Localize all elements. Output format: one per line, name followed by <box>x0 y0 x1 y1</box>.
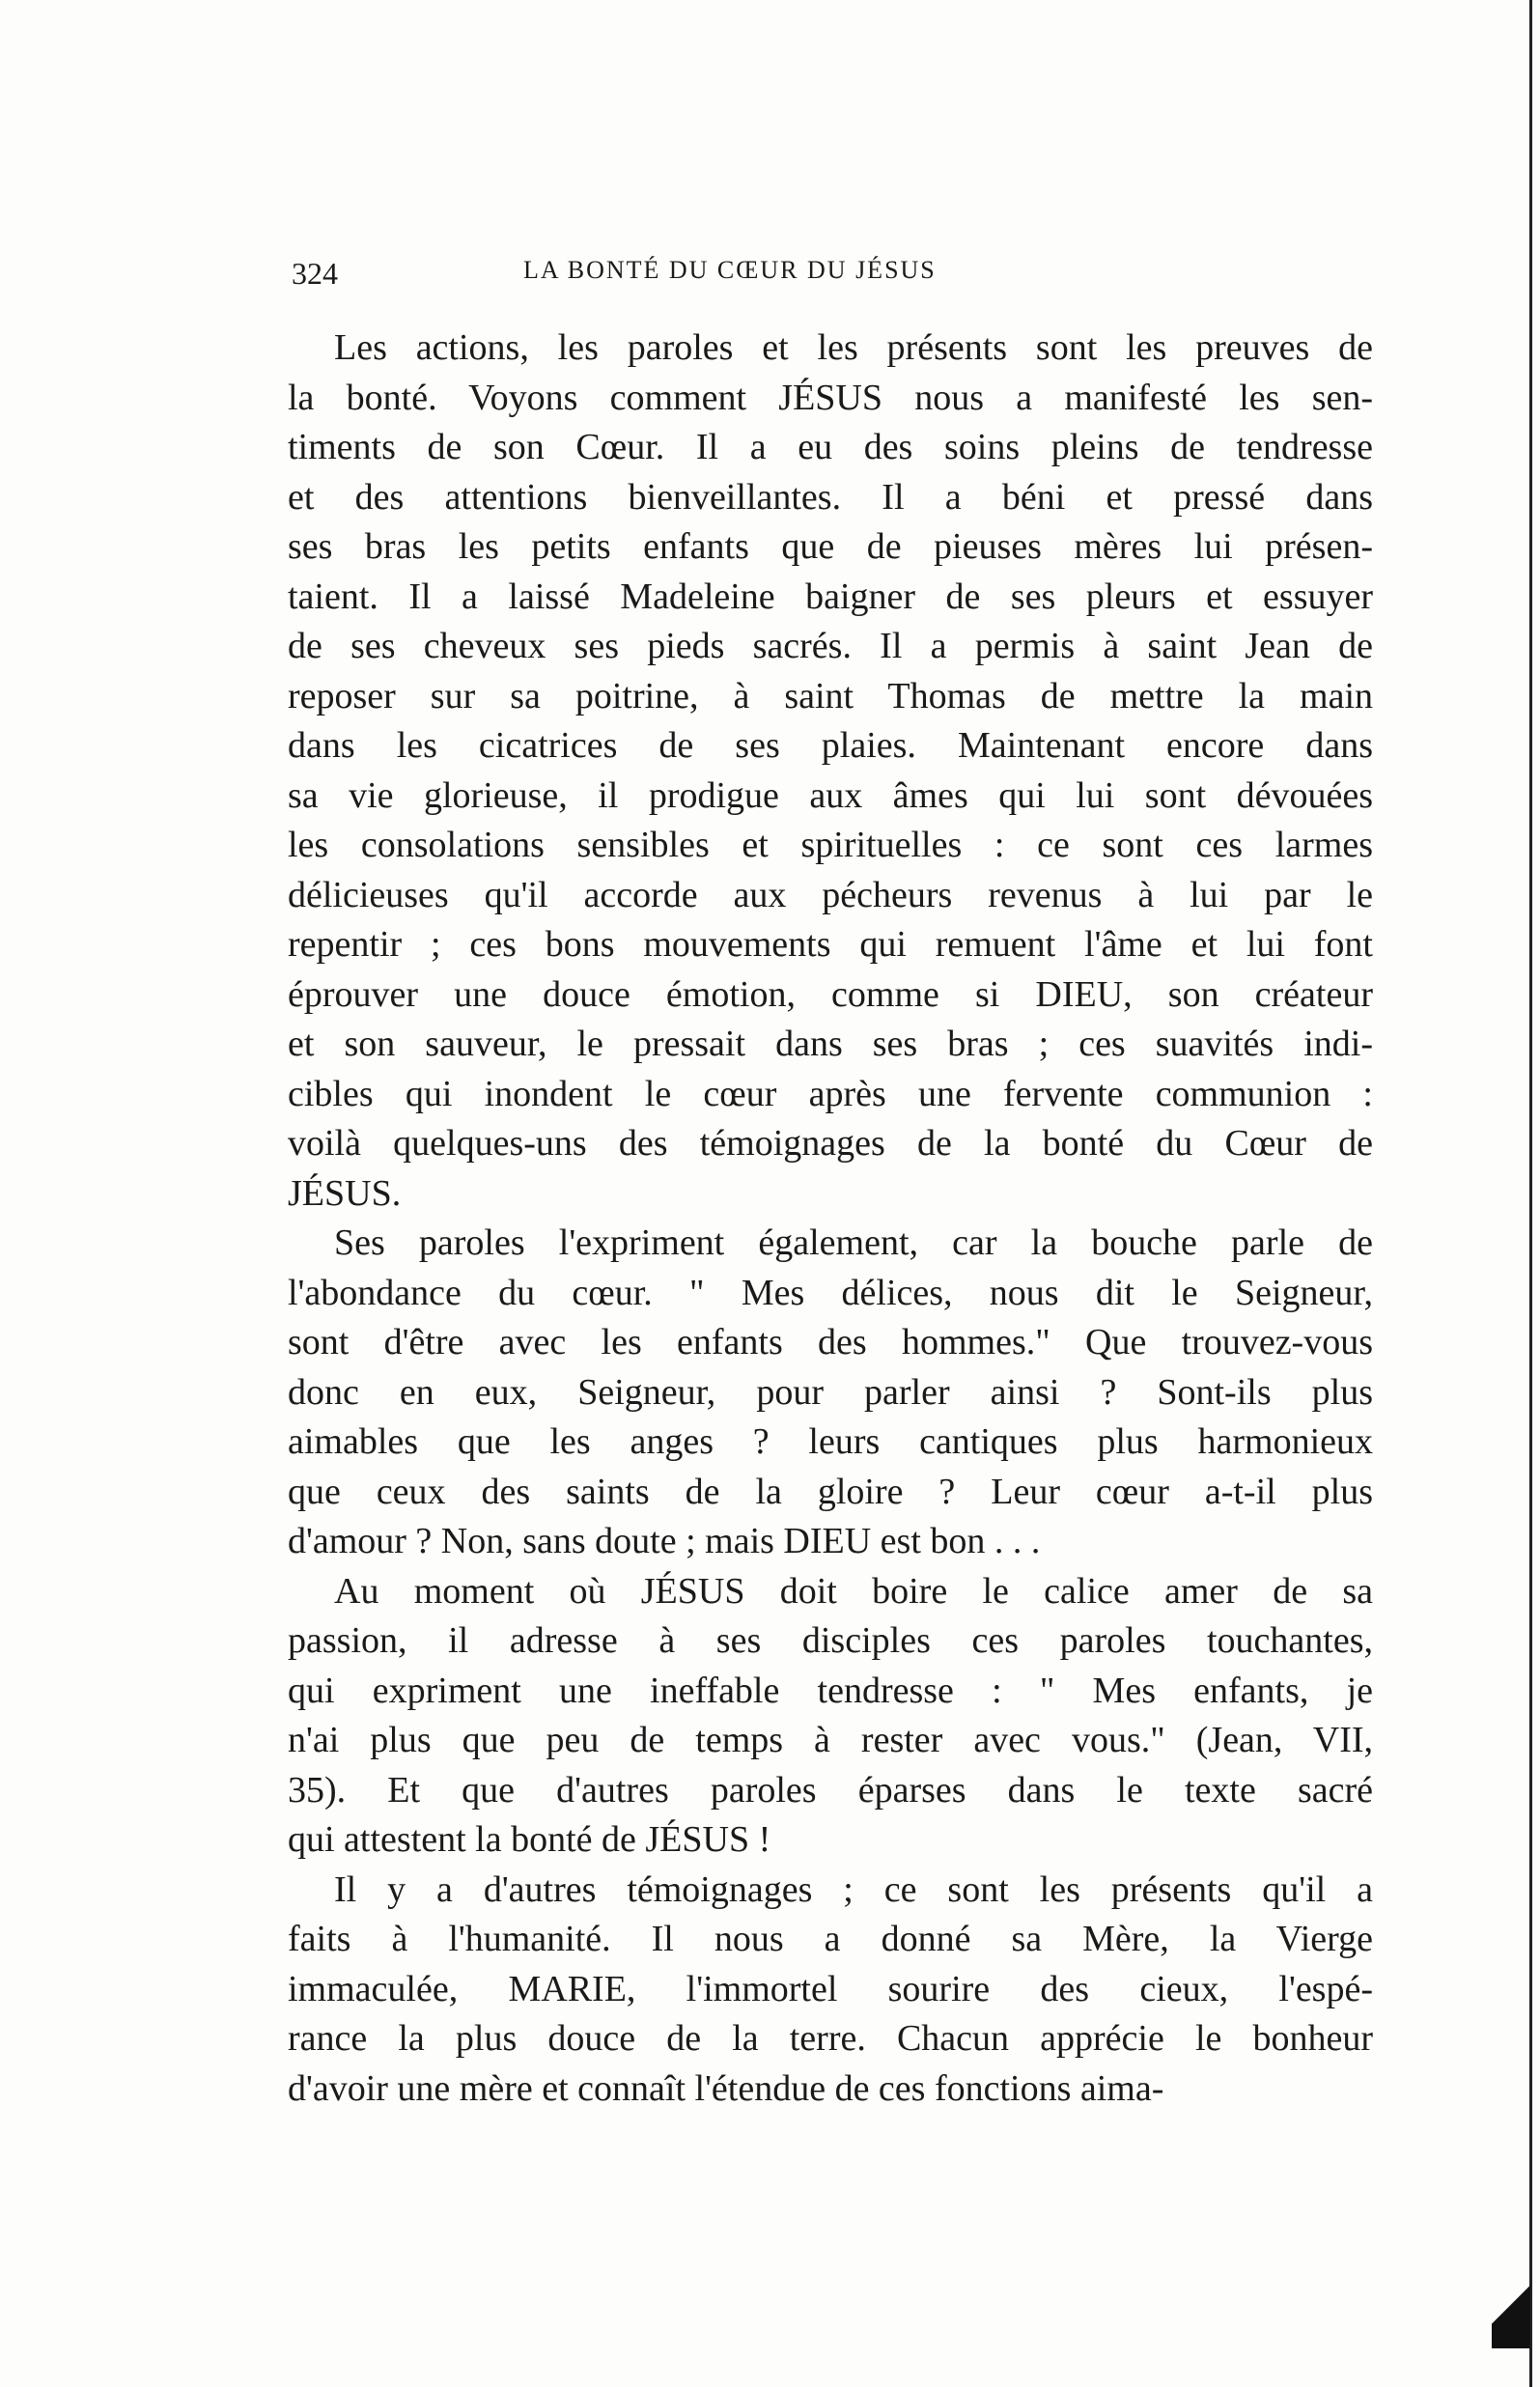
text-line: d'amour ? Non, sans doute ; mais DIEU est bon . . . <box>288 1521 1041 1561</box>
text-line: voilà quelques-uns des témoignages de la bonté du Cœur de <box>288 1123 1373 1164</box>
text-line: l'abondance du cœur. " Mes délices, nous dit le Seigneur, <box>288 1272 1373 1313</box>
page-number: 324 <box>292 256 338 291</box>
page-corner-mark <box>1492 2281 1530 2348</box>
text-line: rance la plus douce de la terre. Chacun apprécie le bonheur <box>288 2018 1373 2059</box>
text-line: que ceux des saints de la gloire ? Leur cœur a-t-il plus <box>288 1471 1373 1512</box>
text-line: la bonté. Voyons comment JÉSUS nous a manifesté les sen- <box>288 377 1373 418</box>
text-line: Il y a d'autres témoignages ; ce sont les présents qu'il a <box>334 1868 1373 1910</box>
text-line: qui attestent la bonté de JÉSUS ! <box>288 1819 771 1860</box>
text-line: taient. Il a laissé Madeleine baigner de ses pleurs et essuyer <box>288 576 1373 617</box>
text-line: donc en eux, Seigneur, pour parler ainsi ? Sont-ils plus <box>288 1371 1373 1413</box>
text-line: d'avoir une mère et connaît l'étendue de ces fonctions aima- <box>288 2067 1164 2109</box>
text-line: les consolations sensibles et spirituelles : ce sont ces larmes <box>288 825 1373 865</box>
text-line: sa vie glorieuse, il prodigue aux âmes qui lui sont dévouées <box>288 774 1373 816</box>
text-line: éprouver une douce émotion, comme si DIEU, son créateur <box>288 973 1373 1015</box>
page-header <box>292 256 1103 295</box>
text-line: Ses paroles l'expriment également, car la bouche parle de <box>334 1222 1373 1263</box>
text-line: aimables que les anges ? leurs cantiques plus harmonieux <box>288 1421 1373 1462</box>
text-line: délicieuses qu'il accorde aux pécheurs revenus à lui par le <box>288 874 1373 915</box>
text-line: dans les cicatrices de ses plaies. Maintenant encore dans <box>288 725 1373 766</box>
text-line: cibles qui inondent le cœur après une fervente communion : <box>288 1073 1373 1114</box>
text-line: et son sauveur, le pressait dans ses bras ; ces suavités indi- <box>288 1024 1373 1064</box>
text-line: reposer sur sa poitrine, à saint Thomas de mettre la main <box>288 675 1373 716</box>
text-line: sont d'être avec les enfants des hommes." Que trouvez-vous <box>288 1322 1373 1362</box>
text-line: Les actions, les paroles et les présents sont les preuves de <box>334 327 1373 368</box>
text-line: Au moment où JÉSUS doit boire le calice amer de sa <box>334 1570 1373 1612</box>
text-line: repentir ; ces bons mouvements qui remuent l'âme et lui font <box>288 924 1373 965</box>
text-line: JÉSUS. <box>288 1172 402 1214</box>
text-line: immaculée, MARIE, l'immortel sourire des cieux, l'espé- <box>288 1968 1373 2009</box>
text-line: passion, il adresse à ses disciples ces paroles touchantes, <box>288 1620 1373 1661</box>
body-text <box>288 323 1373 2114</box>
page-edge <box>1529 0 1532 2387</box>
text-line: et des attentions bienveillantes. Il a béni et pressé dans <box>288 476 1373 518</box>
text-line: faits à l'humanité. Il nous a donné sa Mère, la Vierge <box>288 1919 1373 1959</box>
text-line: ses bras les petits enfants que de pieuses mères lui présen- <box>288 526 1373 567</box>
text-line: 35). Et que d'autres paroles éparses dans le texte sacré <box>288 1769 1373 1811</box>
text-line: de ses cheveux ses pieds sacrés. Il a permis à saint Jean de <box>288 626 1373 666</box>
text-line: timents de son Cœur. Il a eu des soins pleins de tendresse <box>288 427 1373 467</box>
text-line: n'ai plus que peu de temps à rester avec vous." (Jean, VII, <box>288 1720 1373 1760</box>
running-title: LA BONTÉ DU CŒUR DU JÉSUS <box>523 256 937 284</box>
text-line: qui expriment une ineffable tendresse : " Mes enfants, je <box>288 1670 1373 1711</box>
